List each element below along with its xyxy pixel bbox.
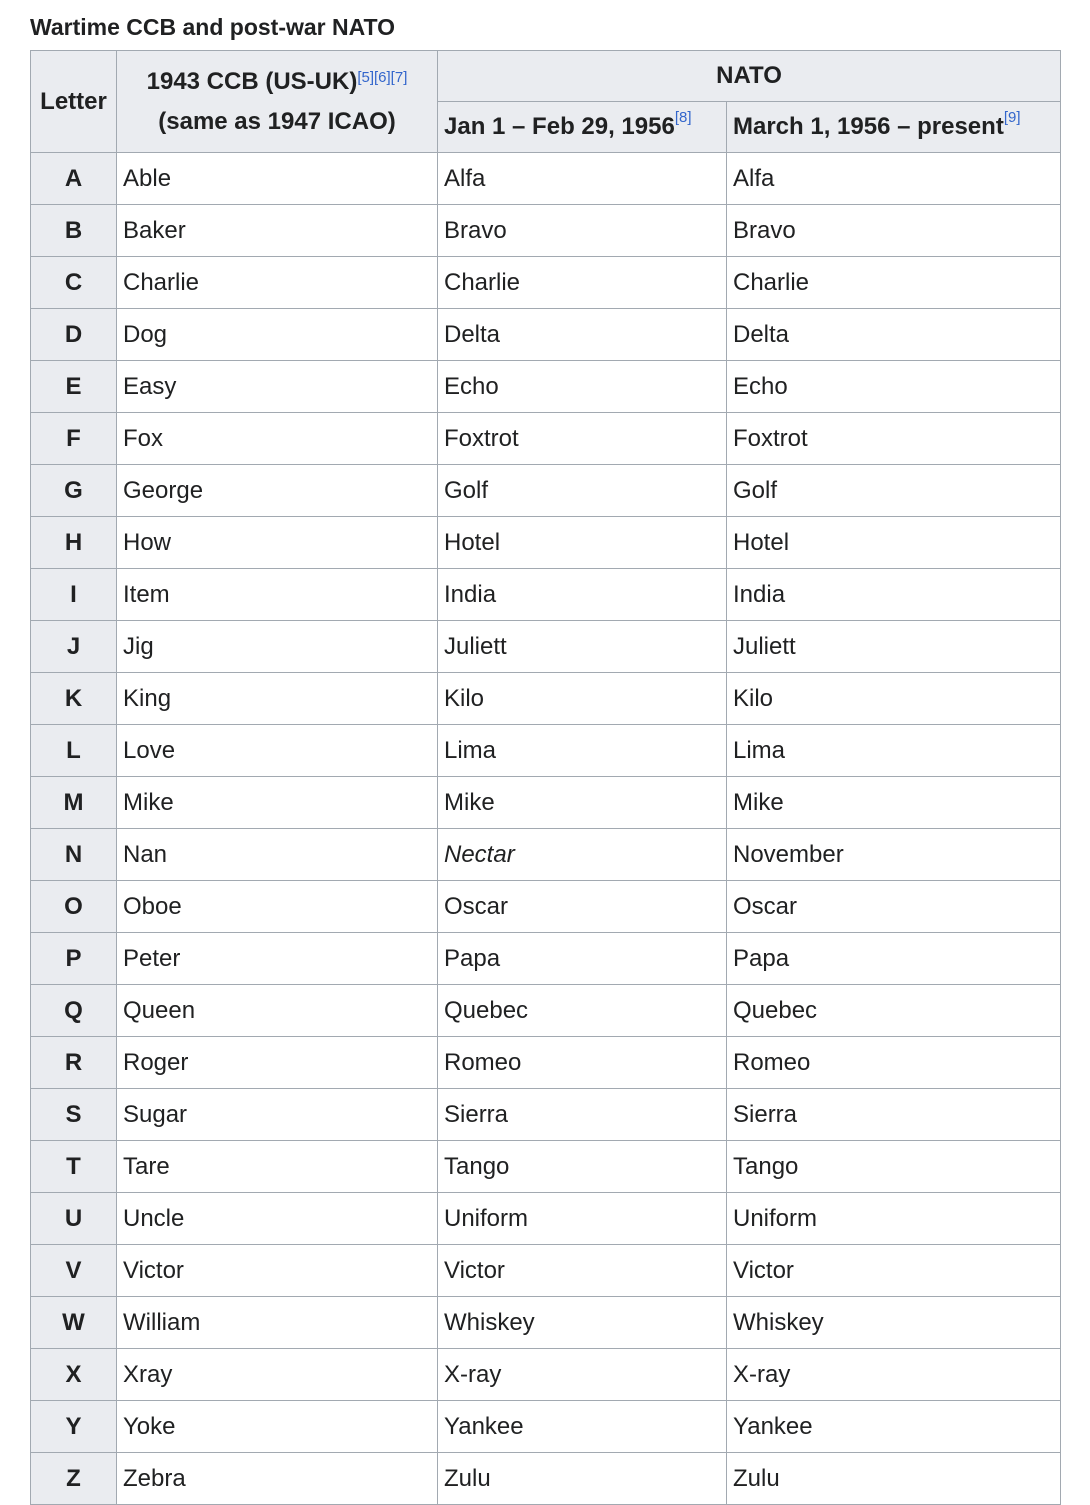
- nato-jan-1956-codeword: Sierra: [438, 1089, 727, 1141]
- nato-present-codeword: Bravo: [727, 205, 1061, 257]
- nato-present-codeword: X-ray: [727, 1349, 1061, 1401]
- nato-present-codeword: Kilo: [727, 673, 1061, 725]
- ccb-codeword: Nan: [117, 829, 438, 881]
- row-letter: T: [31, 1141, 117, 1193]
- row-letter: C: [31, 257, 117, 309]
- table-row: [31, 257, 1061, 309]
- nato-present-label: March 1, 1956 – present: [733, 113, 1004, 140]
- nato-jan-1956-codeword: Quebec: [438, 985, 727, 1037]
- table-row: [31, 985, 1061, 1037]
- nato-jan-1956-codeword: India: [438, 569, 727, 621]
- ccb-codeword: Peter: [117, 933, 438, 985]
- row-letter: S: [31, 1089, 117, 1141]
- nato-jan-1956-label: Jan 1 – Feb 29, 1956: [444, 113, 675, 140]
- nato-present-codeword: Sierra: [727, 1089, 1061, 1141]
- nato-jan-1956-codeword: Delta: [438, 309, 727, 361]
- nato-present-codeword: Alfa: [727, 153, 1061, 205]
- row-letter: R: [31, 1037, 117, 1089]
- ccb-codeword: Victor: [117, 1245, 438, 1297]
- nato-jan-1956-codeword: Yankee: [438, 1401, 727, 1453]
- table-row: [31, 1037, 1061, 1089]
- ccb-codeword: King: [117, 673, 438, 725]
- row-letter: N: [31, 829, 117, 881]
- column-header-letter: Letter: [31, 51, 117, 153]
- nato-jan-1956-reference[interactable]: [8]: [674, 109, 692, 126]
- nato-jan-1956-codeword: Romeo: [438, 1037, 727, 1089]
- nato-jan-1956-codeword: Mike: [438, 777, 727, 829]
- table-row: [31, 309, 1061, 361]
- nato-present-codeword: Delta: [727, 309, 1061, 361]
- nato-present-codeword: Hotel: [727, 517, 1061, 569]
- ccb-header-references[interactable]: [5][6][7]: [357, 68, 408, 86]
- nato-present-codeword: Charlie: [727, 257, 1061, 309]
- ccb-codeword: Zebra: [117, 1453, 438, 1505]
- row-letter: O: [31, 881, 117, 933]
- ccb-codeword: Item: [117, 569, 438, 621]
- nato-present-codeword: Echo: [727, 361, 1061, 413]
- nato-jan-1956-codeword: Foxtrot: [438, 413, 727, 465]
- row-letter: A: [31, 153, 117, 205]
- table-body: [31, 153, 1061, 1505]
- row-letter: F: [31, 413, 117, 465]
- ccb-codeword: William: [117, 1297, 438, 1349]
- table-row: [31, 881, 1061, 933]
- nato-jan-1956-codeword: Bravo: [438, 205, 727, 257]
- ccb-codeword: Yoke: [117, 1401, 438, 1453]
- nato-jan-1956-codeword: Victor: [438, 1245, 727, 1297]
- nato-jan-1956-codeword: Echo: [438, 361, 727, 413]
- nato-jan-1956-codeword: Whiskey: [438, 1297, 727, 1349]
- row-letter: J: [31, 621, 117, 673]
- spelling-alphabet-table: [30, 50, 1061, 1505]
- ccb-codeword: Tare: [117, 1141, 438, 1193]
- table-row: [31, 413, 1061, 465]
- nato-present-codeword: Papa: [727, 933, 1061, 985]
- row-letter: D: [31, 309, 117, 361]
- table-row: [31, 1193, 1061, 1245]
- table-row: [31, 361, 1061, 413]
- nato-jan-1956-codeword: Uniform: [438, 1193, 727, 1245]
- nato-jan-1956-codeword: Tango: [438, 1141, 727, 1193]
- table-row: [31, 517, 1061, 569]
- nato-jan-1956-codeword: Golf: [438, 465, 727, 517]
- nato-present-codeword: Oscar: [727, 881, 1061, 933]
- table-row: [31, 1245, 1061, 1297]
- row-letter: P: [31, 933, 117, 985]
- ccb-codeword: George: [117, 465, 438, 517]
- row-letter: V: [31, 1245, 117, 1297]
- table-row: [31, 673, 1061, 725]
- table-row: [31, 829, 1061, 881]
- nato-jan-1956-codeword: X-ray: [438, 1349, 727, 1401]
- ccb-codeword: Oboe: [117, 881, 438, 933]
- ccb-codeword: Love: [117, 725, 438, 777]
- nato-present-codeword: Golf: [727, 465, 1061, 517]
- row-letter: U: [31, 1193, 117, 1245]
- ccb-codeword: How: [117, 517, 438, 569]
- ccb-codeword: Easy: [117, 361, 438, 413]
- table-row: [31, 1349, 1061, 1401]
- nato-present-codeword: November: [727, 829, 1061, 881]
- row-letter: L: [31, 725, 117, 777]
- nato-present-codeword: Juliett: [727, 621, 1061, 673]
- nato-present-reference[interactable]: [9]: [1003, 109, 1021, 126]
- column-header-nato: NATO: [438, 51, 1061, 102]
- ccb-codeword: Uncle: [117, 1193, 438, 1245]
- nato-jan-1956-codeword: Hotel: [438, 517, 727, 569]
- nato-jan-1956-codeword: Charlie: [438, 257, 727, 309]
- row-letter: X: [31, 1349, 117, 1401]
- ccb-header-line1: 1943 CCB (US-UK): [146, 67, 358, 95]
- table-row: [31, 1401, 1061, 1453]
- nato-jan-1956-codeword: Kilo: [438, 673, 727, 725]
- ccb-header-line2: (same as 1947 ICAO): [158, 107, 396, 135]
- nato-present-codeword: Tango: [727, 1141, 1061, 1193]
- nato-present-codeword: Zulu: [727, 1453, 1061, 1505]
- row-letter: Q: [31, 985, 117, 1037]
- row-letter: I: [31, 569, 117, 621]
- table-row: [31, 1089, 1061, 1141]
- ccb-codeword: Mike: [117, 777, 438, 829]
- ccb-codeword: Dog: [117, 309, 438, 361]
- row-letter: H: [31, 517, 117, 569]
- ccb-codeword: Able: [117, 153, 438, 205]
- table-header: [31, 51, 1061, 153]
- table-row: [31, 1453, 1061, 1505]
- ccb-codeword: Sugar: [117, 1089, 438, 1141]
- table-row: [31, 1141, 1061, 1193]
- nato-present-codeword: Foxtrot: [727, 413, 1061, 465]
- table-row: [31, 933, 1061, 985]
- nato-present-codeword: Mike: [727, 777, 1061, 829]
- row-letter: M: [31, 777, 117, 829]
- nato-present-codeword: Victor: [727, 1245, 1061, 1297]
- ccb-codeword: Charlie: [117, 257, 438, 309]
- table-row: [31, 153, 1061, 205]
- row-letter: E: [31, 361, 117, 413]
- nato-jan-1956-codeword: Alfa: [438, 153, 727, 205]
- row-letter: W: [31, 1297, 117, 1349]
- ccb-codeword: Xray: [117, 1349, 438, 1401]
- row-letter: B: [31, 205, 117, 257]
- nato-present-codeword: Uniform: [727, 1193, 1061, 1245]
- table-caption: Wartime CCB and post-war NATO: [30, 14, 396, 40]
- column-header-nato-jan-1956: [438, 102, 727, 153]
- nato-jan-1956-codeword: Juliett: [438, 621, 727, 673]
- row-letter: G: [31, 465, 117, 517]
- nato-jan-1956-codeword: Oscar: [438, 881, 727, 933]
- table-row: [31, 569, 1061, 621]
- nato-jan-1956-codeword: Zulu: [438, 1453, 727, 1505]
- nato-present-codeword: Whiskey: [727, 1297, 1061, 1349]
- column-header-nato-present: [727, 102, 1061, 153]
- ccb-codeword: Jig: [117, 621, 438, 673]
- nato-present-codeword: India: [727, 569, 1061, 621]
- nato-jan-1956-codeword: Lima: [438, 725, 727, 777]
- nato-present-codeword: Yankee: [727, 1401, 1061, 1453]
- column-header-ccb: [117, 51, 438, 153]
- row-letter: Z: [31, 1453, 117, 1505]
- nato-jan-1956-codeword: Papa: [438, 933, 727, 985]
- table-row: [31, 1297, 1061, 1349]
- row-letter: K: [31, 673, 117, 725]
- nato-present-codeword: Quebec: [727, 985, 1061, 1037]
- table-row: [31, 777, 1061, 829]
- nato-present-codeword: Lima: [727, 725, 1061, 777]
- ccb-codeword: Fox: [117, 413, 438, 465]
- nato-present-codeword: Romeo: [727, 1037, 1061, 1089]
- table-row: [31, 205, 1061, 257]
- ccb-codeword: Roger: [117, 1037, 438, 1089]
- table-row: [31, 465, 1061, 517]
- ccb-codeword: Baker: [117, 205, 438, 257]
- row-letter: Y: [31, 1401, 117, 1453]
- ccb-codeword: Queen: [117, 985, 438, 1037]
- table-row: [31, 621, 1061, 673]
- nato-jan-1956-codeword: Nectar: [438, 829, 727, 881]
- table-row: [31, 725, 1061, 777]
